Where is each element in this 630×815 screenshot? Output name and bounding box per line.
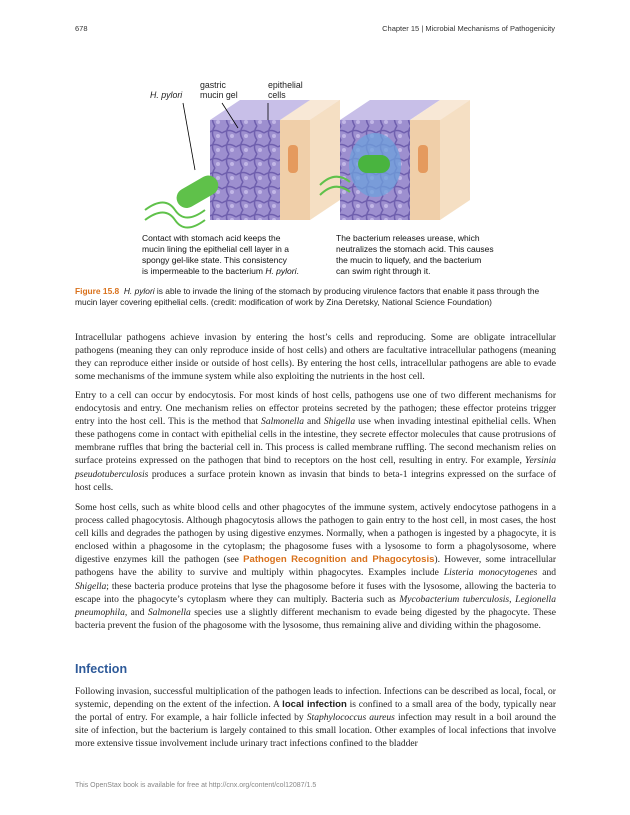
figure-caption — [75, 286, 560, 308]
paragraph-phagocytosis — [75, 501, 556, 632]
left-caption-line: Contact with stomach acid keeps the — [142, 233, 281, 243]
right-block-illustration — [320, 100, 470, 220]
left-block-illustration — [145, 100, 340, 228]
paragraph-endocytosis — [75, 389, 556, 494]
text-run: produces a surface protein known as invasin that binds to beta-1 integrins expressed on the surface of host cells. — [75, 468, 556, 493]
text-run: Some host cells, such as white blood cells and other phagocytes of the immune system, actively endocytose pathogens in a process called phagocytosis. Although phagocytosis allows the pathogen to gain entry to the host cell, in most cases, the host cell kills and degrades the pathogen by using digestive enzymes. Normally, when a pathogen is ingested by a phagocyte, it is enclosed within a phagosome in the cytoplasm; the phagosome fuses with a lysosome to form a phagolysosome, where digestive enzymes kill the pathogen (see — [75, 502, 556, 566]
paragraph-text — [75, 501, 556, 632]
text-run: Following invasion, successful multiplication of the pathogen leads to infection. Infections can be described as local, focal, or systemic, depending on the extent of the infection. A — [75, 686, 556, 711]
organism-name: Shigella — [75, 580, 107, 592]
text-run: , — [509, 593, 516, 605]
text-run: and — [304, 416, 324, 428]
right-caption-line: neutralizes the stomach acid. This causes — [336, 244, 494, 254]
right-caption-line: The bacterium releases urease, which — [336, 233, 480, 243]
paragraph-text — [75, 685, 556, 750]
text-run: and — [537, 567, 556, 579]
organism-name: Yersinia pseudotuberculosis — [75, 455, 556, 480]
label-mucin-line2: mucin gel — [200, 90, 238, 100]
paragraph-infection — [75, 685, 556, 750]
left-caption-text: is impermeable to the bacterium — [142, 266, 266, 276]
organism-name: Shigella — [323, 416, 356, 428]
page-footer: This OpenStax book is available for free at http://cnx.org/content/col12087/1.5 — [75, 782, 317, 789]
organism-name: Legionella pneumophila — [75, 593, 556, 618]
label-mucin-line1: gastric — [200, 80, 226, 90]
caption-organism: H. pylori — [123, 286, 155, 296]
label-epithelial-line2: cells — [268, 90, 286, 100]
cross-reference-link[interactable]: Pathogen Recognition and Phagocytosis — [243, 554, 435, 566]
organism-name: Salmonella — [147, 606, 191, 618]
text-run: infection may result in a boil around the site of infection, but the bacterium is largely contained to this small location. Other examples of local infections that involve more extensive tissue involvement include urinary tract infections confined to the bladder — [75, 712, 556, 750]
organism-name: Mycobacterium tuberculosis — [399, 593, 510, 605]
key-term: local infection — [282, 699, 347, 711]
text-run: ). However, some intracellular pathogens have the ability to survive and multiply within phagocytes. Examples include — [75, 554, 556, 579]
left-panel-caption — [142, 233, 317, 277]
paragraph-text — [75, 389, 556, 494]
caption-text: is able to invade the lining of the stomach by producing virulence factors that enable it pass through the mucin layer covering epithelial cells. (credit: modification of work by Zina Deretsky, National Science Foundation) — [75, 286, 540, 307]
text-run: Entry to a cell can occur by endocytosis. For most kinds of host cells, pathogens use one of two different mechanisms for endocytosis and entry. One mechanism relies on effector proteins secreted by the pathogen; these effector proteins trigger entry into the host cell. This is the method that — [75, 390, 556, 428]
text-run: species use a slightly different mechanism to evade being digested by the phagocyte. These bacteria prevent the fusion of the phagosome with the lysosome, thus remaining alive and dividing within the phagosome. — [75, 606, 556, 631]
paragraph-intracellular — [75, 331, 556, 383]
right-caption-line: the mucin to liquefy, and the bacterium — [336, 255, 482, 265]
text-run: , and — [124, 606, 148, 618]
label-epithelial-line1: epithelial — [268, 80, 303, 90]
left-caption-line — [142, 266, 317, 277]
left-caption-line: spongy gel-like state. This consistency — [142, 255, 287, 265]
label-h-pylori: H. pylori — [150, 90, 183, 100]
text-run: is confined to a small area of the body, typically near the portal of entry. For example, a hair follicle infected by — [75, 699, 556, 724]
chapter-title: Chapter 15 | Microbial Mechanisms of Pathogenicity — [382, 24, 555, 33]
organism-name: Staphylococcus aureus — [306, 712, 395, 724]
organism-name: Listeria monocytogenes — [443, 567, 538, 579]
right-panel-caption — [336, 233, 511, 277]
paragraph-text: Intracellular pathogens achieve invasion by entering the host’s cells and reproducing. Some are obligate intracellular pathogens (meaning they can only reproduce inside of host cells) and others are facultative intracellular pathogens (meaning they can reproduce either inside or outside of host cells). By entering the host cells, intracellular pathogens are able to evade some mechanisms of the immune system while also exploiting the nutrients in the host cell. — [75, 332, 556, 383]
left-caption-period: . — [296, 266, 299, 276]
page-number: 678 — [75, 24, 88, 33]
section-heading-infection: Infection — [75, 662, 128, 676]
text-run: ; these bacteria produce proteins that lyse the phagosome before it fuses with the lysosome, allowing the bacteria to escape into the phagocyte’s cytoplasm where they can multiply. Bacteria such as — [75, 580, 556, 605]
right-caption-line: can swim right through it. — [336, 266, 431, 276]
figure-number: Figure 15.8 — [75, 286, 120, 296]
text-run: use when invading intestinal epithelial cells. When these pathogens come in contact with epithelial cells in the intestine, they secrete effector molecules that cause protrusions of membrane ruffles that bring the bacterial cell in. This process is called membrane ruffling. The second mechanism relies on surface proteins expressed on the pathogen that bind to receptors on the host cell, resulting in entry. For example, — [75, 416, 556, 467]
figure-illustration — [110, 70, 530, 290]
left-caption-organism: H. pylori — [265, 266, 297, 276]
left-caption-line: mucin lining the epithelial cell layer in a — [142, 244, 289, 254]
organism-name: Salmonella — [261, 416, 305, 428]
